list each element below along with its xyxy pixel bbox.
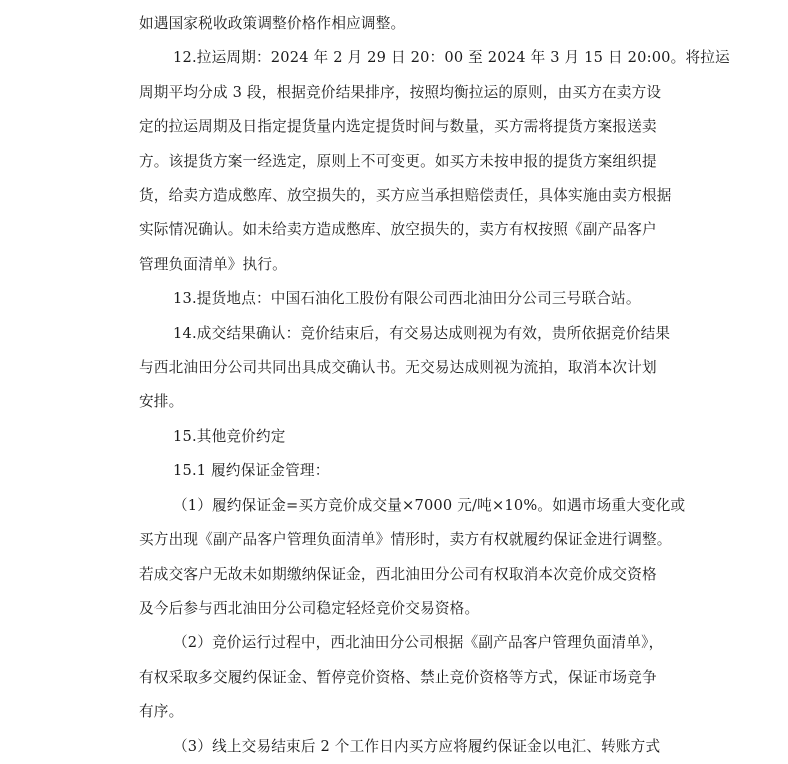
text-line: 有权采取多交履约保证金、暂停竞价资格、禁止竞价资格等方式，保证市场竞争 (139, 668, 657, 686)
text-line: 方。该提货方案一经选定，原则上不可变更。如买方未按申报的提货方案组织提 (139, 152, 657, 170)
text-line: 15.1 履约保证金管理： (173, 462, 330, 480)
text-line: 12.拉运周期：2024 年 2 月 29 日 20：00 至 2024 年 3 月 15 日 20:00。将拉运 (173, 49, 730, 67)
text-line: 13.提货地点：中国石油化工股份有限公司西北油田分公司三号联合站。 (173, 290, 641, 308)
text-line: （2）竞价运行过程中，西北油田分公司根据《副产品客户管理负面清单》， (173, 634, 664, 652)
text-line: 货，给卖方造成憋库、放空损失的，买方应当承担赔偿责任，具体实施由卖方根据 (139, 187, 672, 205)
text-line: 管理负面清单》执行。 (139, 255, 287, 273)
text-line: 若成交客户无故未如期缴纳保证金，西北油田分公司有权取消本次竞价成交资格 (139, 565, 657, 583)
text-line: 如遇国家税收政策调整价格作相应调整。 (139, 15, 406, 32)
text-line: 定的拉运周期及日指定提货量内选定提货时间与数量，买方需将提货方案报送卖 (139, 118, 657, 136)
text-line: 有序。 (139, 703, 184, 721)
text-line: （1）履约保证金=买方竞价成交量×7000 元/吨×10%。如遇市场重大变化或 (173, 496, 686, 514)
text-line: 实际情况确认。如未给卖方造成憋库、放空损失的，卖方有权按照《副产品客户 (139, 221, 657, 239)
text-line: 及今后参与西北油田分公司稳定轻烃竞价交易资格。 (139, 599, 480, 617)
text-line: 与西北油田分公司共同出具成交确认书。无交易达成则视为流拍，取消本次计划 (139, 359, 657, 377)
text-line: （3）线上交易结束后 2 个工作日内买方应将履约保证金以电汇、转账方式 (173, 737, 661, 755)
text-line: 安排。 (139, 393, 184, 411)
text-line: 14.成交结果确认：竞价结束后，有交易达成则视为有效，贵所依据竞价结果 (173, 324, 671, 342)
text-line: 15.其他竞价约定 (173, 427, 286, 445)
text-line: 买方出现《副产品客户管理负面清单》情形时，卖方有权就履约保证金进行调整。 (139, 531, 672, 549)
text-line: 周期平均分成 3 段，根据竞价结果排序，按照均衡拉运的原则，由买方在卖方设 (139, 83, 662, 101)
